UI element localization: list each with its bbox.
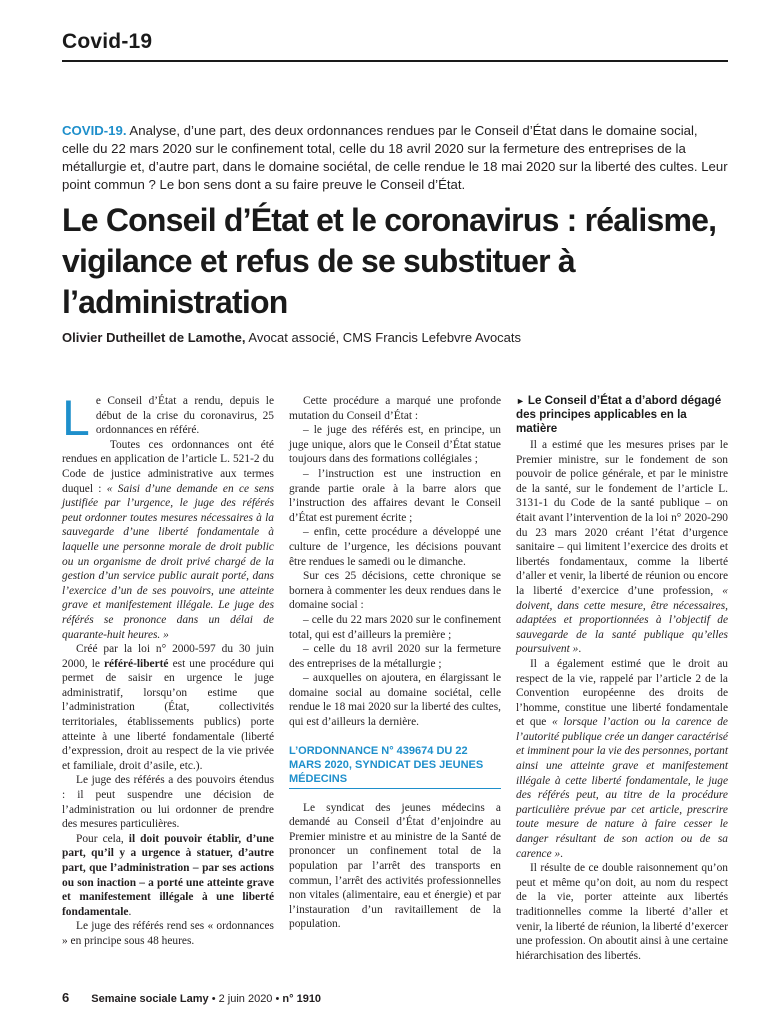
page-number: 6: [62, 990, 70, 1005]
paragraph-text: Il a estimé que les mesures prises par le Premier ministre, sur le fondement de son pouvoir de police générale, et par le ministre de la santé, sur le fondement de l’article L. 3131-1 du Code de la santé publique – on était avant l’intervention de la loi n° 2020-290 du 23 mars 2020 créant l’état d’urgence sanitaire – qui limitent l’exercice des droits et libertés fondamentaux, comme la liberté d’aller et venir, la liberté de réunion ou encore la liberté d’exercice d’une profession,: [516, 439, 728, 597]
paragraph: [62, 438, 274, 642]
paragraph: – le juge des référés est, en principe, un juge unique, alors que le Conseil d’État statue toujours dans des formations collégiales ;: [289, 424, 501, 466]
quoted-text: « Saisi d’une demande en ce sens justifiée par l’urgence, le juge des référés peut ordonner toutes mesures nécessaires à la sauvegarde d’une liberté fondamentale à laquelle une personne morale de droit public ou un organisme de droit privé chargé de la gestion d’un service public aurait porté, dans l’exercice d’un de ses pouvoirs, une atteinte grave et manifestement illégale. Le juge des référés se prononce dans un délai de quarante-huit heures. »: [62, 482, 274, 641]
paragraph: [62, 642, 274, 773]
page-footer: [62, 990, 321, 1005]
author-role: Avocat associé, CMS Francis Lefebvre Avocats: [245, 330, 522, 345]
section-heading: L’ORDONNANCE N° 439674 DU 22 MARS 2020, SYNDICAT DES JEUNES MÉDECINS: [289, 744, 501, 789]
publication-name: Semaine sociale Lamy: [91, 993, 209, 1005]
article-chapeau: [62, 122, 728, 194]
subheading: [516, 394, 728, 436]
column-3: [516, 394, 728, 963]
paragraph-text: Créé par la loi n° 2000-597 du 30 juin 2000, le: [62, 643, 274, 670]
paragraph: Le juge des référés rend ses « ordonnances » en principe sous 48 heures.: [62, 920, 274, 947]
quoted-text: « doivent, dans cette mesure, être nécessaires, adaptées et proportionnées à l’objectif de sauvegarde de la santé publique qu’elles poursuivent »: [516, 584, 728, 656]
author-name: Olivier Dutheillet de Lamothe,: [62, 330, 246, 345]
paragraph: Le juge des référés a des pouvoirs étendus : il peut suspendre une décision de l’administration ou lui ordonner de prendre des mesures particulières.: [62, 774, 274, 831]
paragraph: – celle du 22 mars 2020 sur le confinement total, qui est d’ailleurs la première ;: [289, 613, 501, 641]
quoted-text: « lorsque l’action ou la carence de l’autorité publique crée un danger caractérisé et imminent pour la vie des personnes, portant ainsi une atteinte grave et manifestement illégale à cette liberté fondamentale, le juge des référés peut, au titre de la procédure particulière prévue par cet article, prescrire toute mesure de nature à faire cesser le danger résultant de son action ou de sa carence »: [516, 716, 728, 860]
paragraph: [516, 438, 728, 657]
paragraph: [62, 390, 274, 446]
bold-text: il doit pouvoir établir, d’une part, qu’il y a urgence à statuer, d’autre part, que l’administration – par ses actions ou son inaction – a porté une atteinte grave et manifestement illégale à une liberté fondamentale: [62, 832, 274, 918]
paragraph-text: e Conseil d’État a rendu, depuis le début de la crise du coronavirus, 25 ordonnances en référé.: [95, 395, 274, 437]
subheading-text: Le Conseil d’État a d’abord dégagé des principes applicables en la matière: [516, 394, 722, 435]
bold-term: référé-liberté: [104, 657, 169, 670]
issue-number: n° 1910: [282, 993, 322, 1005]
paragraph-text: Pour cela,: [76, 832, 129, 845]
paragraph: Cette procédure a marqué une profonde mutation du Conseil d’État :: [289, 395, 501, 422]
paragraph-text: .: [578, 643, 582, 656]
column-2: [289, 394, 501, 932]
paragraph: – auxquelles on ajoutera, en élargissant le domaine social au domaine sociétal, celle rendue le 18 mai 2020 sur la liberté des cultes, qui est d’ailleurs la dernière.: [289, 672, 501, 729]
paragraph-text: Toutes ces ordonnances ont été rendues en application de l’article L. 521-2 du Code de justice administrative aux termes duquel :: [62, 438, 274, 495]
paragraph: [62, 832, 274, 920]
paragraph: – enfin, cette procédure a développé une culture de l’urgence, les décisions pouvant être rendues le samedi ou le dimanche.: [289, 526, 501, 568]
paragraph: – l’instruction est une instruction en grande partie orale à la barre alors que l’instruction des affaires devant le Conseil d’État est purement écrite ;: [289, 467, 501, 524]
paragraph-text: est une procédure qui permet de saisir en urgence le juge administratif, lorsqu’on estime que l’administration (État, collectivités territoriales, établissements publics) porte atteinte à une liberté fondamentale (liberté d’expression, droit au respect de la vie privée et familiale, droit d’asile, etc.).: [62, 657, 274, 772]
paragraph: Sur ces 25 décisions, cette chronique se bornera à commenter les deux rendues dans le domaine social :: [289, 570, 501, 612]
chapeau-keyword: COVID-19.: [62, 123, 127, 138]
column-1: [62, 390, 274, 949]
rubric-divider: [62, 60, 728, 62]
article-title: Le Conseil d’État et le coronavirus : réalisme, vigilance et refus de se substituer à l’administration: [62, 202, 717, 320]
paragraph: Il résulte de ce double raisonnement qu’on peut et même qu’on doit, au nom du respect de la vie, porter atteinte aux libertés traditionnelles comme la liberté d’aller et venir, la liberté de réunion, la liberté d’exercer une profession. On aboutit ainsi à une certaine hiérarchisation des libertés.: [516, 862, 728, 962]
paragraph: [516, 657, 728, 861]
paragraph-text: .: [560, 847, 564, 860]
author-byline: [62, 330, 728, 345]
paragraph: Le syndicat des jeunes médecins a demandé au Conseil d’État d’enjoindre au Premier ministre et au ministre de la Santé de prononcer un confinement total de la population par l’arrêt des transports en commun, l’arrêt des activités professionnelles non vitales (alimentaire, eau et énergie) et par l’instauration d’un ravitaillement de la population.: [289, 801, 501, 931]
section-rubric: Covid-19: [62, 30, 153, 53]
paragraph-text: .: [128, 905, 132, 918]
issue-date: • 2 juin 2020 •: [208, 993, 283, 1005]
paragraph: – celle du 18 avril 2020 sur la fermeture des entreprises de la métallurgie ;: [289, 643, 501, 670]
chapeau-text: Analyse, d’une part, des deux ordonnances rendues par le Conseil d’État dans le domaine social, celle du 22 mars 2020 sur le confinement total, celle du 18 avril 2020 sur la fermeture des entreprises de la métallurgie et, d’autre part, dans le domaine sociétal, de celle rendue le 18 mai 2020 sur la liberté des cultes. Leur point commun ? Le bon sens dont a su faire preuve le Conseil d’État.: [62, 123, 728, 192]
triangle-bullet-icon: ►: [516, 396, 525, 406]
drop-cap: L: [62, 390, 90, 446]
paragraph-text: Il a également estimé que le droit au respect de la vie, rappelé par l’article 2 de la Convention européenne des droits de l’homme, constitue une liberté fondamentale et que: [516, 657, 728, 729]
